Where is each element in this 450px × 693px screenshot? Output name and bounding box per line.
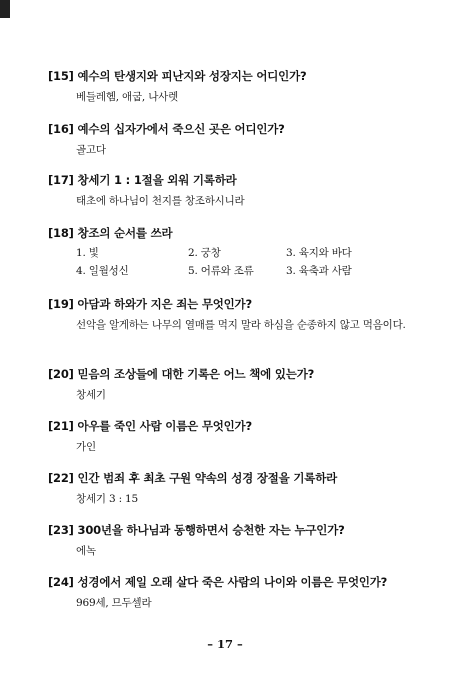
list-item: 1. 빛 (76, 247, 99, 259)
question-text: [21] 아우를 죽인 사람 이름은 무엇인가? (48, 419, 252, 433)
question-text: [24] 성경에서 제일 오래 살다 죽은 사람의 나이와 이름은 무엇인가? (48, 575, 388, 589)
question-block-17 (48, 172, 438, 210)
answer-text: 태초에 하나님이 천지를 창조하시니라 (76, 195, 245, 207)
question-block-20 (48, 366, 438, 404)
question-text: [19] 아담과 하와가 지은 죄는 무엇인가? (48, 297, 252, 311)
question-block-16 (48, 121, 438, 159)
answer-text: 선악을 알게하는 나무의 열매를 먹지 말라 하심을 순종하지 않고 먹음이다. (76, 319, 406, 331)
answer-text: 가인 (76, 441, 96, 453)
page-number: – 17 – (207, 637, 243, 651)
list-item: 3. 육지와 바다 (286, 247, 352, 259)
question-block-22 (48, 470, 438, 508)
question-text: [22] 인간 범죄 후 최초 구원 약속의 성경 장절을 기록하라 (48, 471, 338, 485)
question-text: [17] 창세기 1 : 1절을 외워 기록하라 (48, 173, 237, 187)
question-block-15 (48, 68, 438, 106)
answer-text: 창세기 3 : 15 (76, 493, 139, 505)
question-text: [23] 300년을 하나님과 동행하면서 승천한 자는 누구인가? (48, 523, 345, 537)
question-block-18 (48, 225, 438, 280)
question-block-19 (48, 296, 438, 334)
question-block-23 (48, 522, 438, 560)
scan-corner-mark (0, 0, 10, 18)
question-block-21 (48, 418, 438, 456)
creation-order-list (76, 244, 438, 280)
answer-text: 에녹 (76, 545, 96, 557)
list-item: 4. 일월성신 (76, 265, 129, 277)
answer-text: 베들레헴, 애굽, 나사렛 (76, 91, 179, 103)
list-item: 5. 어류와 조류 (188, 265, 254, 277)
question-block-24 (48, 574, 438, 612)
list-item: 3. 육축과 사람 (286, 265, 352, 277)
question-text: [18] 창조의 순서를 쓰라 (48, 226, 173, 240)
answer-text: 창세기 (76, 389, 106, 401)
question-text: [20] 믿음의 조상들에 대한 기록은 어느 책에 있는가? (48, 367, 315, 381)
question-text: [15] 예수의 탄생지와 피난지와 성장지는 어디인가? (48, 69, 307, 83)
list-item: 2. 궁창 (188, 247, 221, 259)
question-text: [16] 예수의 십자가에서 죽으신 곳은 어디인가? (48, 122, 285, 136)
answer-text: 골고다 (76, 144, 106, 156)
answer-text: 969세, 므두셀라 (76, 597, 152, 609)
